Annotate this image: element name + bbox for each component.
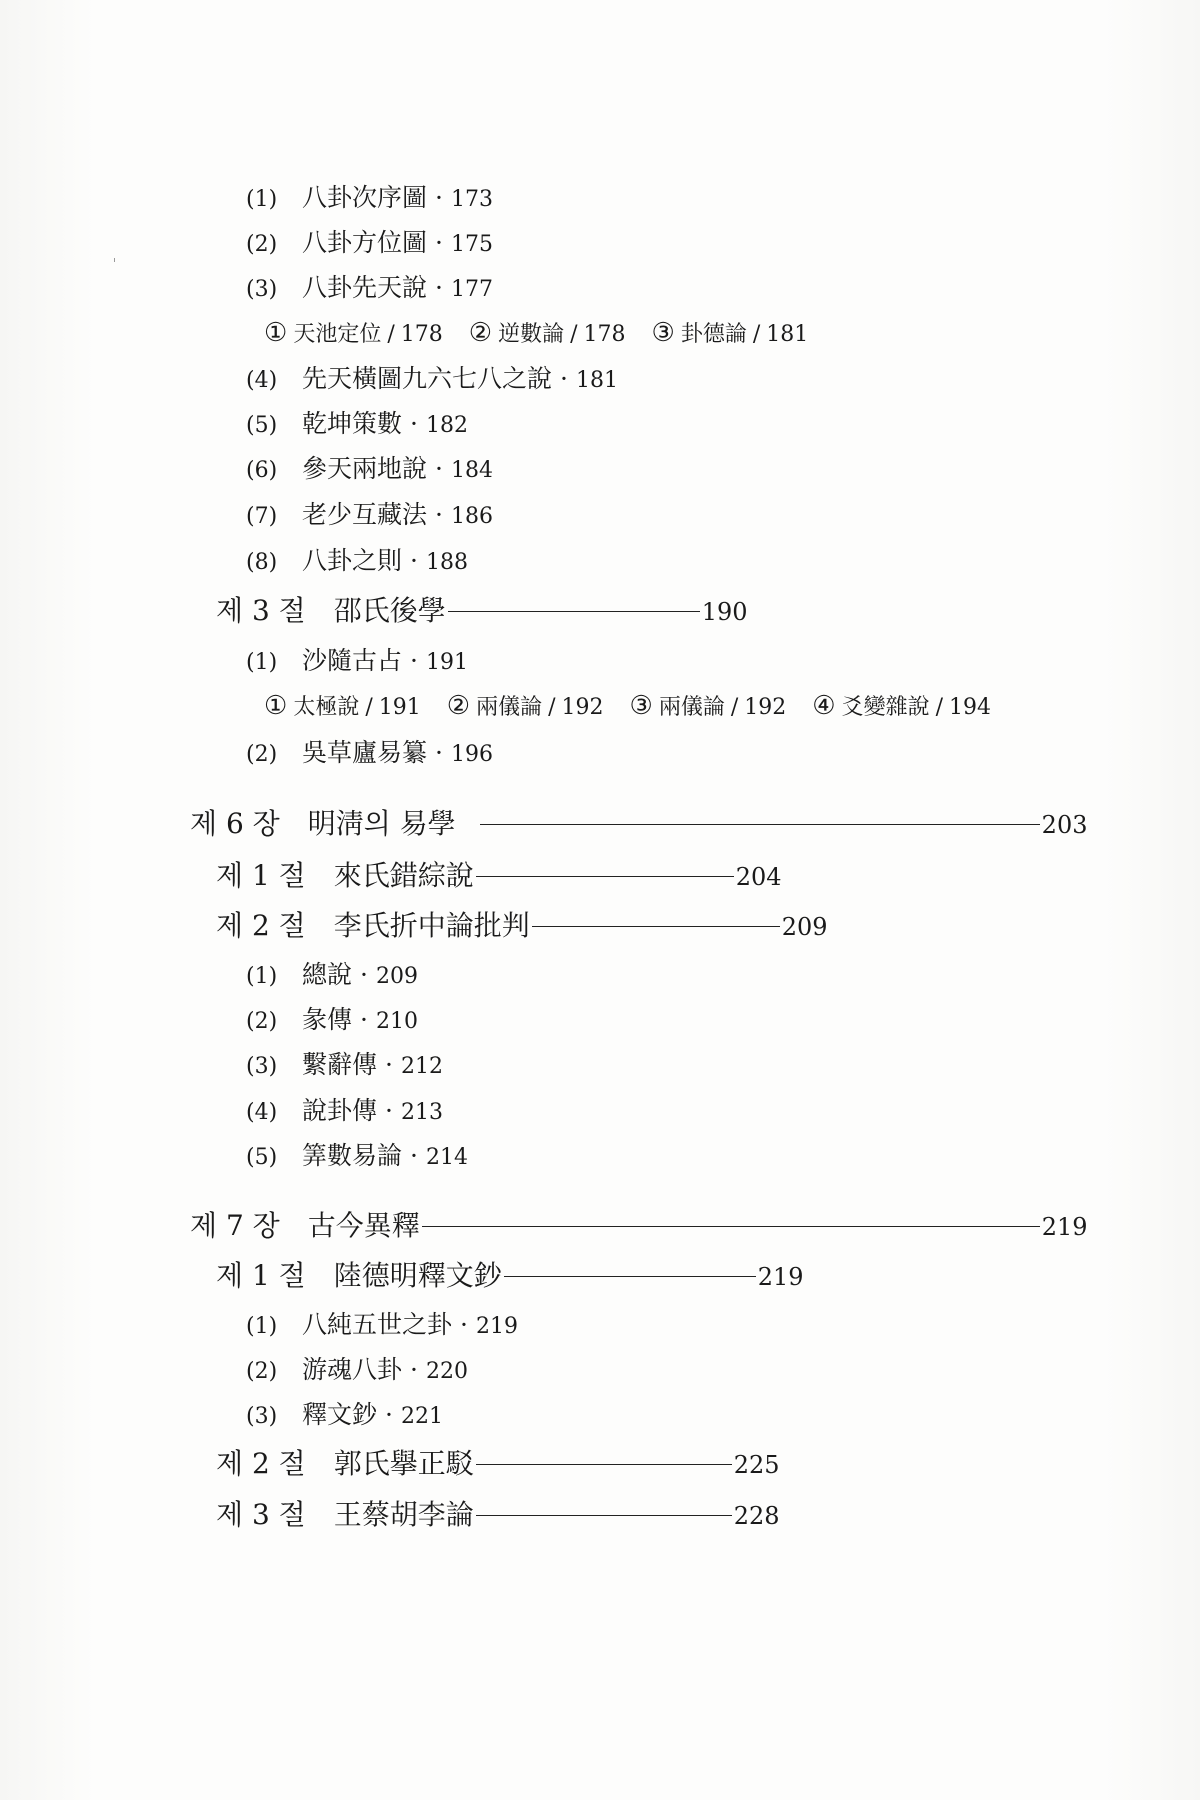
section-title: 邵氏後學 [333, 594, 446, 627]
page-number: 204 [735, 863, 782, 891]
circled-entry: ④ 爻變雜說 / 194 [812, 691, 991, 721]
section-title: 來氏錯綜說 [333, 859, 474, 892]
toc-entry: (2) 游魂八卦 · 220 [246, 1355, 468, 1384]
toc-entry: (7) 老少互藏法 · 186 [246, 500, 493, 529]
section-label: 제 3 절 [216, 594, 306, 627]
toc-entry: (5) 乾坤策數 · 182 [246, 409, 468, 438]
page-number: 182 [425, 413, 468, 438]
page-number: 221 [400, 1404, 443, 1429]
toc-entry: (8) 八卦之則 · 188 [246, 546, 468, 575]
leader-line [476, 876, 734, 877]
circled-entry: ① 天池定位 / 178 [264, 318, 443, 348]
chapter-title: 明淸의 易學 [307, 807, 456, 840]
section-title: 郭氏擧正駁 [333, 1447, 474, 1480]
page-number: 219 [1041, 1213, 1088, 1241]
page-number: 178 [583, 322, 626, 347]
leader-line [532, 926, 780, 927]
page-number: 219 [757, 1263, 804, 1291]
page-number: 192 [561, 695, 604, 720]
toc-entry: (3) 八卦先天說 · 177 [246, 273, 493, 302]
circled-entry: ③ 卦德論 / 181 [651, 318, 809, 348]
entry-title: 繫辭傳 [302, 1050, 378, 1079]
entry-title: 八卦次序圖 [302, 183, 428, 212]
circled-subentries [264, 320, 834, 346]
circled-entry: ① 太極說 / 191 [264, 691, 421, 721]
toc-entry: (3) 繫辭傳 · 212 [246, 1050, 443, 1079]
toc-section [216, 1447, 780, 1480]
page-number: 210 [375, 1009, 418, 1034]
circled-entry: ② 逆數論 / 178 [468, 318, 626, 348]
page-number: 192 [744, 695, 787, 720]
entry-title: 筭數易論 [302, 1141, 403, 1170]
toc-entry: (2) 彖傳 · 210 [246, 1005, 418, 1034]
section-label: 제 3 절 [216, 1498, 306, 1531]
page-number: 188 [425, 550, 468, 575]
leader-line [448, 611, 700, 612]
toc-entry: (3) 釋文鈔 · 221 [246, 1400, 443, 1429]
page-number: 220 [425, 1359, 468, 1384]
toc-section [216, 909, 828, 942]
entry-title: 乾坤策數 [302, 409, 403, 438]
section-title: 王蔡胡李論 [333, 1498, 474, 1531]
entry-title: 吳草廬易纂 [302, 738, 428, 767]
page-number: 209 [781, 913, 828, 941]
toc-entry: (1) 沙隨古占 · 191 [246, 646, 468, 675]
page-number: 213 [400, 1100, 443, 1125]
entry-title: 參天兩地說 [302, 454, 428, 483]
page-number: 175 [450, 232, 493, 257]
toc-section [216, 859, 782, 892]
entry-title: 沙隨古占 [302, 646, 403, 675]
entry-title: 八卦先天說 [302, 273, 428, 302]
page-number: 225 [733, 1451, 780, 1479]
leader-line [476, 1515, 732, 1516]
entry-title: 八卦之則 [302, 546, 403, 575]
leader-line [504, 1276, 756, 1277]
toc-entry: (2) 八卦方位圖 · 175 [246, 228, 493, 257]
toc-section [216, 1498, 780, 1531]
entry-title: 先天橫圖九六七八之說 [302, 364, 553, 393]
page-number: 184 [450, 458, 493, 483]
page-number: 173 [450, 187, 493, 212]
entry-title: 說卦傳 [302, 1096, 378, 1125]
page-number: 196 [450, 742, 493, 767]
page-number: 190 [701, 598, 748, 626]
toc-entry: (5) 筭數易論 · 214 [246, 1141, 468, 1170]
page-number: 228 [733, 1502, 780, 1530]
page-number: 191 [378, 695, 421, 720]
page-number: 212 [400, 1054, 443, 1079]
page-number: 186 [450, 504, 493, 529]
entry-title: 游魂八卦 [302, 1355, 403, 1384]
section-title: 陸德明釋文鈔 [333, 1259, 502, 1292]
page-number: 214 [425, 1145, 468, 1170]
toc-chapter [190, 807, 1088, 840]
section-label: 제 1 절 [216, 859, 306, 892]
page-number: 219 [475, 1314, 518, 1339]
section-label: 제 2 절 [216, 1447, 306, 1480]
toc-entry: (4) 說卦傳 · 213 [246, 1096, 443, 1125]
leader-line [422, 1226, 1040, 1227]
page-number: 177 [450, 277, 493, 302]
page-number: 181 [575, 368, 618, 393]
section-title: 李氏折中論批判 [333, 909, 530, 942]
leader-line [476, 1464, 732, 1465]
chapter-label: 제 7 장 [190, 1209, 280, 1242]
leader-line [480, 824, 1040, 825]
entry-title: 釋文鈔 [302, 1400, 378, 1429]
toc-entry: (6) 參天兩地說 · 184 [246, 454, 493, 483]
page-number: 203 [1041, 811, 1088, 839]
toc-entry: (1) 八純五世之卦 · 219 [246, 1310, 518, 1339]
chapter-title: 古今異釋 [307, 1209, 420, 1242]
page-number: 181 [766, 322, 809, 347]
page-number: 194 [949, 695, 991, 720]
scan-mark [114, 258, 115, 262]
entry-title: 總說 [302, 960, 353, 989]
circled-subentries [264, 693, 1017, 719]
circled-entry: ② 兩儀論 / 192 [446, 691, 604, 721]
toc-entry: (2) 吳草廬易纂 · 196 [246, 738, 493, 767]
entry-title: 八純五世之卦 [302, 1310, 453, 1339]
toc-entry: (4) 先天橫圖九六七八之說 · 181 [246, 364, 618, 393]
page-number: 191 [425, 650, 468, 675]
page-number: 209 [375, 964, 418, 989]
toc-section [216, 1259, 804, 1292]
entry-title: 彖傳 [302, 1005, 353, 1034]
entry-title: 八卦方位圖 [302, 228, 428, 257]
entry-title: 老少互藏法 [302, 500, 428, 529]
section-label: 제 2 절 [216, 909, 306, 942]
toc-chapter [190, 1209, 1088, 1242]
section-label: 제 1 절 [216, 1259, 306, 1292]
chapter-label: 제 6 장 [190, 807, 280, 840]
page-number: 178 [400, 322, 443, 347]
toc-entry: (1) 八卦次序圖 · 173 [246, 183, 493, 212]
toc-entry: (1) 總說 · 209 [246, 960, 418, 989]
circled-entry: ③ 兩儀論 / 192 [629, 691, 787, 721]
toc-section [216, 594, 748, 627]
